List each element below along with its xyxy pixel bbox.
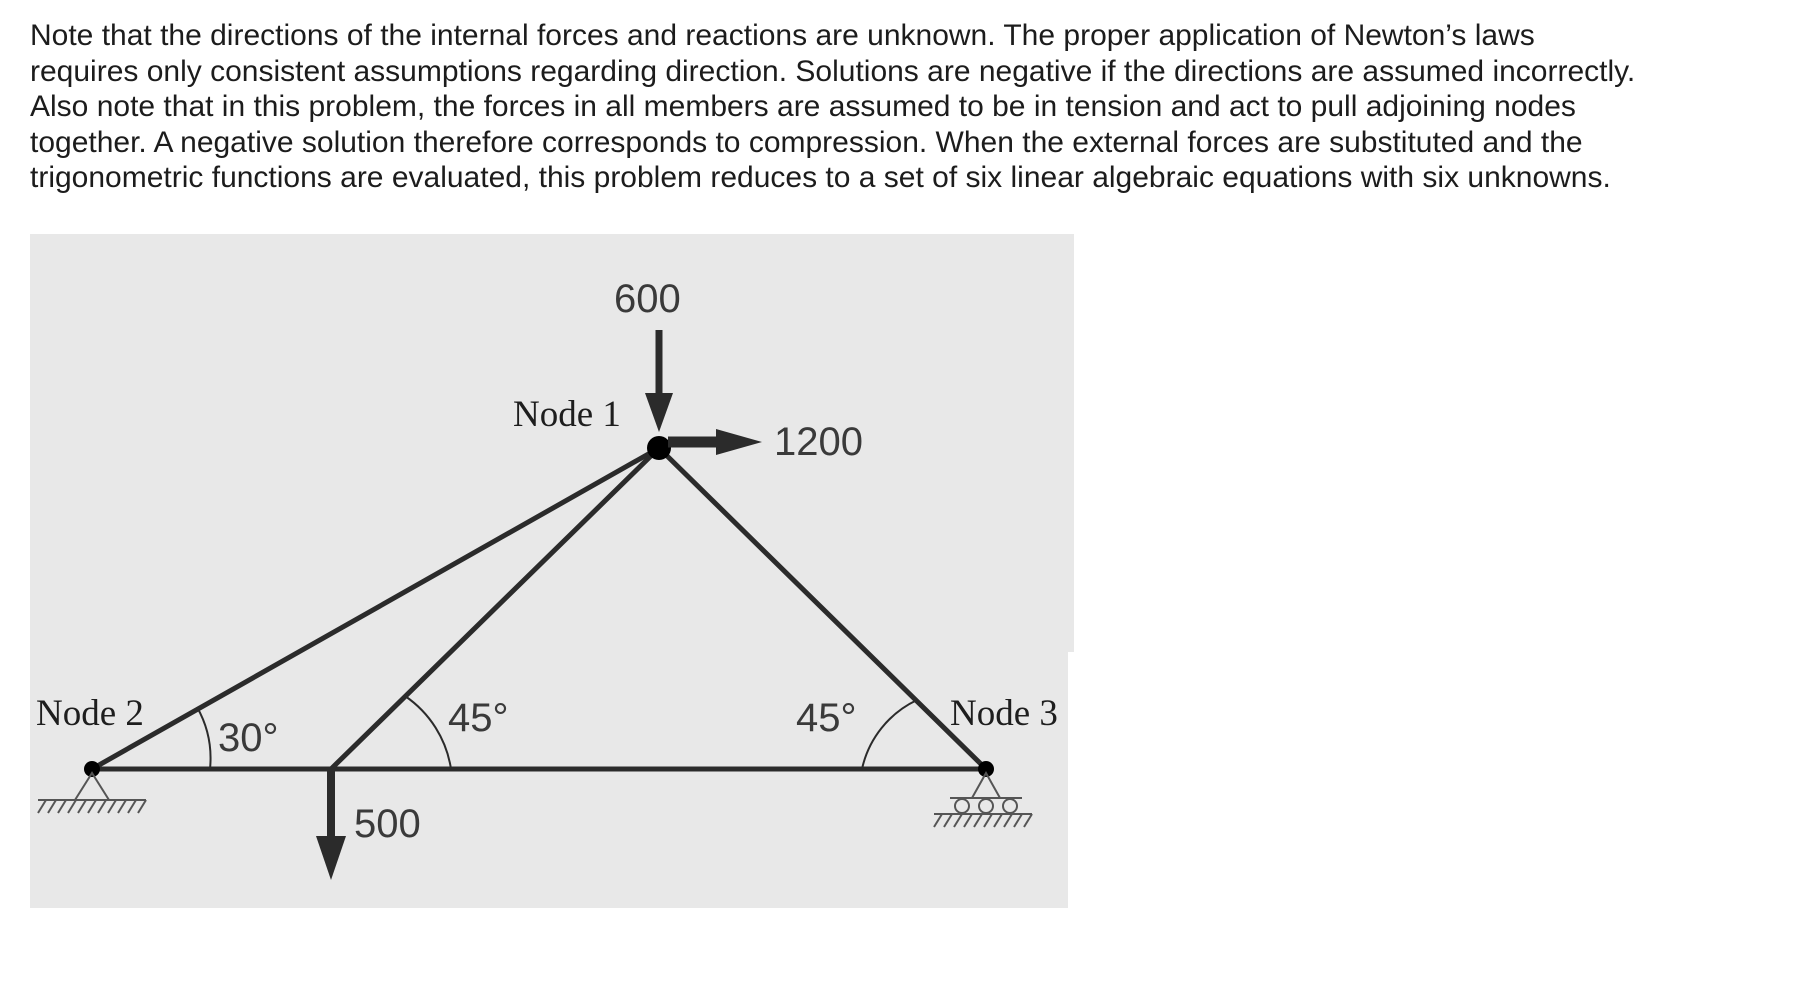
description-line-3: Also note that in this problem, the forces in all members are assumed to be in tension and act to pull adjoining nodes xyxy=(30,90,1576,123)
description-line-5: trigonometric functions are evaluated, this problem reduces to a set of six linear algebraic equations with six unknowns. xyxy=(30,161,1611,194)
node1-label: Node 1 xyxy=(513,394,621,435)
figure-background-upper xyxy=(30,234,1074,652)
description-line-1: Note that the directions of the internal forces and reactions are unknown. The proper application of Newton’s laws xyxy=(30,19,1535,52)
node3-label: Node 3 xyxy=(950,693,1058,734)
angle-node3-label: 45° xyxy=(796,696,857,740)
figure-background-lower xyxy=(30,652,1068,908)
angle-node2-label: 30° xyxy=(218,716,279,760)
load-500-label: 500 xyxy=(354,802,421,846)
node2-label: Node 2 xyxy=(36,693,144,734)
node1-joint xyxy=(647,436,671,460)
angle-inner-label: 45° xyxy=(448,696,509,740)
load-600-label: 600 xyxy=(614,277,681,321)
load-1200-label: 1200 xyxy=(774,420,863,464)
description-line-2: requires only consistent assumptions regarding direction. Solutions are negative if the directions are assumed incorrectly. xyxy=(30,54,1636,88)
description-line-4: together. A negative solution therefore corresponds to compression. When the external forces are substituted and the xyxy=(30,125,1583,159)
